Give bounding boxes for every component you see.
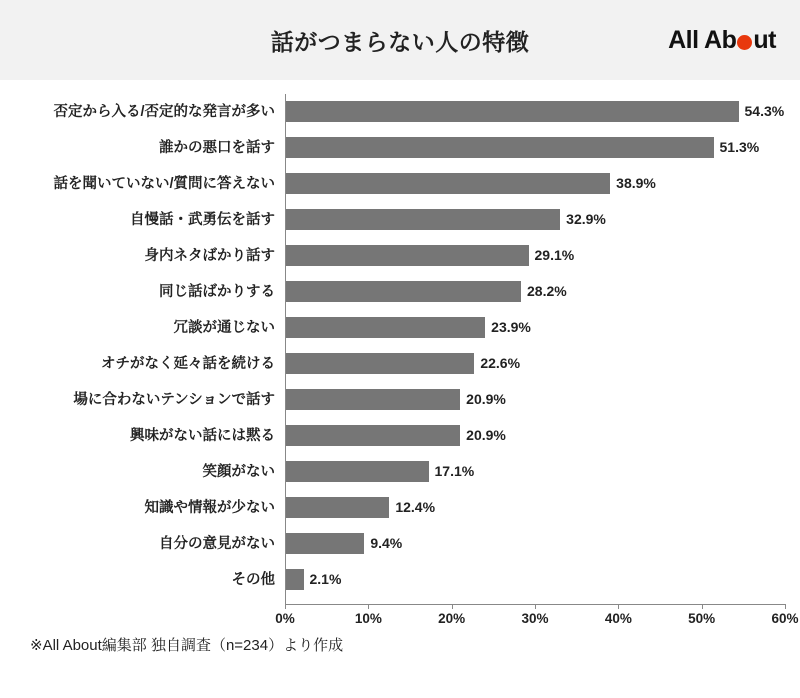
x-tick-label: 60% <box>771 611 799 626</box>
bar-category-label: 否定から入る/否定的な発言が多い <box>53 104 275 120</box>
x-tick-mark <box>618 604 619 609</box>
bar-category-label: 自慢話・武勇伝を話す <box>130 212 275 228</box>
bar <box>286 353 474 374</box>
bar <box>286 101 739 122</box>
all-about-logo <box>668 26 776 55</box>
bar-category-label: 自分の意見がない <box>159 536 275 552</box>
page-title: 話がつまらない人の特徴 <box>270 28 530 55</box>
bar <box>286 389 460 410</box>
x-tick-mark <box>452 604 453 609</box>
bar <box>286 137 714 158</box>
x-tick-mark <box>285 604 286 609</box>
bar <box>286 173 610 194</box>
x-tick-mark <box>368 604 369 609</box>
logo-dot-icon <box>737 35 752 50</box>
bar-row <box>0 274 800 310</box>
bar-category-label: 冗談が通じない <box>173 320 275 336</box>
bar <box>286 425 460 446</box>
bar-value-label: 32.9% <box>566 211 606 227</box>
bar-value-label: 51.3% <box>719 139 760 155</box>
bar-row <box>0 418 800 454</box>
bar-value-label: 22.6% <box>480 355 521 371</box>
bar-chart <box>0 80 800 626</box>
bar-category-label: その他 <box>231 572 275 588</box>
x-tick-label: 0% <box>275 611 295 626</box>
x-tick-label: 30% <box>521 611 549 626</box>
bar <box>286 569 304 590</box>
x-tick-label: 20% <box>438 611 466 626</box>
bar <box>286 497 389 518</box>
x-tick-label: 40% <box>604 611 632 626</box>
bar-row <box>0 202 800 238</box>
bar <box>286 209 560 230</box>
x-tick-mark <box>535 604 536 609</box>
bar-category-label: 興味がない話には黙る <box>130 428 275 444</box>
source-note: ※All About編集部 独自調査（n=234）より作成 <box>30 637 344 654</box>
bar-value-label: 12.4% <box>395 499 436 515</box>
x-tick-mark <box>702 604 703 609</box>
bar-category-label: オチがなく延々話を続ける <box>101 356 275 372</box>
bar-value-label: 54.3% <box>744 103 785 119</box>
bar <box>286 317 485 338</box>
bar-value-label: 9.4% <box>370 535 403 551</box>
x-tick-mark <box>785 604 786 609</box>
bar-row <box>0 526 800 562</box>
chart-header <box>0 0 800 80</box>
bar-value-label: 29.1% <box>534 247 575 263</box>
bar-row <box>0 382 800 418</box>
bar <box>286 245 529 266</box>
bar-category-label: 知識や情報が少ない <box>144 500 275 516</box>
bar-category-label: 誰かの悪口を話す <box>159 140 275 156</box>
bar-value-label: 17.1% <box>434 463 475 479</box>
bar-row <box>0 310 800 346</box>
bar-category-label: 同じ話ばかりする <box>159 284 275 300</box>
bar-value-label: 28.2% <box>527 283 567 299</box>
bar-category-label: 身内ネタばかり話す <box>144 248 275 264</box>
x-tick-label: 50% <box>688 611 716 626</box>
bar-value-label: 2.1% <box>309 571 342 587</box>
bar-value-label: 20.9% <box>466 427 506 443</box>
bar-row <box>0 238 800 274</box>
logo-text-part2: ut <box>753 26 776 54</box>
logo-text-part1: All Ab <box>668 26 737 54</box>
bar-row <box>0 130 800 166</box>
bar-category-label: 場に合わないテンションで話す <box>73 392 275 408</box>
bar-value-label: 20.9% <box>466 391 506 407</box>
bar-category-label: 笑顔がない <box>202 464 275 480</box>
bar <box>286 461 429 482</box>
bar <box>286 281 521 302</box>
bar-value-label: 38.9% <box>616 175 656 191</box>
bar-row <box>0 454 800 490</box>
bar-category-label: 話を聞いていない/質問に答えない <box>53 176 275 192</box>
bar-row <box>0 166 800 202</box>
bar-row <box>0 94 800 130</box>
x-tick-label: 10% <box>354 611 382 626</box>
bar-value-label: 23.9% <box>491 319 531 335</box>
bar-row <box>0 490 800 526</box>
bar <box>286 533 364 554</box>
bar-row <box>0 346 800 382</box>
bar-row <box>0 562 800 598</box>
